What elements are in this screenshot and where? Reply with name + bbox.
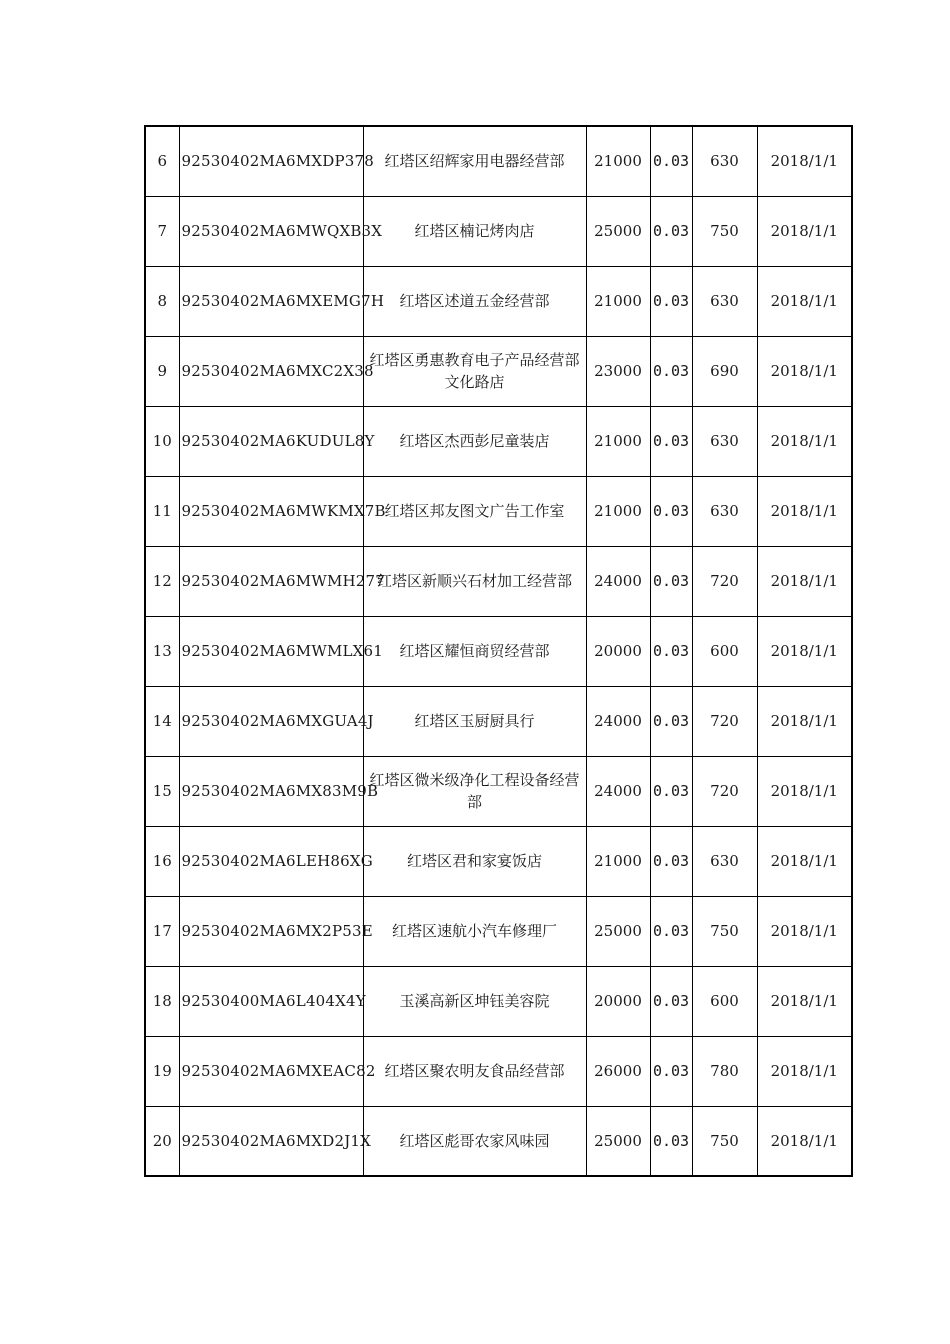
- tax-amount-cell: 630: [692, 126, 757, 196]
- date-cell: 2018/1/1: [757, 756, 852, 826]
- tax-amount-cell: 690: [692, 336, 757, 406]
- row-number-cell: 18: [145, 966, 179, 1036]
- row-number-cell: 19: [145, 1036, 179, 1106]
- row-number-cell: 15: [145, 756, 179, 826]
- tax-rate-cell: 0.03: [650, 896, 692, 966]
- business-name-cell: 红塔区新顺兴石材加工经营部: [363, 546, 586, 616]
- tax-rate-cell: 0.03: [650, 686, 692, 756]
- taxpayer-table: [144, 125, 853, 1177]
- amount-cell: 24000: [586, 546, 650, 616]
- credit-code-cell: 92530402MA6MWMLX61: [179, 616, 363, 686]
- tax-rate-cell: 0.03: [650, 406, 692, 476]
- table-row: [145, 336, 852, 406]
- tax-amount-cell: 750: [692, 1106, 757, 1176]
- business-name-cell: 红塔区述道五金经营部: [363, 266, 586, 336]
- amount-cell: 21000: [586, 826, 650, 896]
- business-name-cell: 玉溪高新区坤钰美容院: [363, 966, 586, 1036]
- tax-rate-cell: 0.03: [650, 266, 692, 336]
- tax-amount-cell: 720: [692, 686, 757, 756]
- tax-rate-cell: 0.03: [650, 1106, 692, 1176]
- row-number-cell: 20: [145, 1106, 179, 1176]
- amount-cell: 21000: [586, 476, 650, 546]
- row-number-cell: 8: [145, 266, 179, 336]
- amount-cell: 25000: [586, 1106, 650, 1176]
- business-name-cell: 红塔区绍辉家用电器经营部: [363, 126, 586, 196]
- date-cell: 2018/1/1: [757, 896, 852, 966]
- row-number-cell: 6: [145, 126, 179, 196]
- tax-amount-cell: 600: [692, 616, 757, 686]
- tax-rate-cell: 0.03: [650, 546, 692, 616]
- tax-rate-cell: 0.03: [650, 1036, 692, 1106]
- credit-code-cell: 92530402MA6MXGUA4J: [179, 686, 363, 756]
- business-name-cell: 红塔区聚农明友食品经营部: [363, 1036, 586, 1106]
- business-name-cell: 红塔区杰西彭尼童装店: [363, 406, 586, 476]
- business-name-cell: 红塔区勇惠教育电子产品经营部文化路店: [363, 336, 586, 406]
- table-row: [145, 476, 852, 546]
- row-number-cell: 7: [145, 196, 179, 266]
- business-name-cell: 红塔区微米级净化工程设备经营部: [363, 756, 586, 826]
- table-row: [145, 1036, 852, 1106]
- tax-amount-cell: 630: [692, 826, 757, 896]
- row-number-cell: 17: [145, 896, 179, 966]
- business-name-cell: 红塔区君和家宴饭店: [363, 826, 586, 896]
- business-name-cell: 红塔区邦友图文广告工作室: [363, 476, 586, 546]
- tax-rate-cell: 0.03: [650, 966, 692, 1036]
- amount-cell: 21000: [586, 266, 650, 336]
- business-name-cell: 红塔区玉厨厨具行: [363, 686, 586, 756]
- credit-code-cell: 92530402MA6MX2P53E: [179, 896, 363, 966]
- tax-rate-cell: 0.03: [650, 756, 692, 826]
- row-number-cell: 16: [145, 826, 179, 896]
- date-cell: 2018/1/1: [757, 616, 852, 686]
- credit-code-cell: 92530402MA6MWQXB3X: [179, 196, 363, 266]
- credit-code-cell: 92530402MA6MXEAC82: [179, 1036, 363, 1106]
- credit-code-cell: 92530402MA6LEH86XG: [179, 826, 363, 896]
- tax-rate-cell: 0.03: [650, 826, 692, 896]
- date-cell: 2018/1/1: [757, 126, 852, 196]
- table-row: [145, 826, 852, 896]
- table-row: [145, 546, 852, 616]
- business-name-cell: 红塔区楠记烤肉店: [363, 196, 586, 266]
- credit-code-cell: 92530402MA6KUDUL8Y: [179, 406, 363, 476]
- tax-amount-cell: 600: [692, 966, 757, 1036]
- credit-code-cell: 92530402MA6MXEMG7H: [179, 266, 363, 336]
- table-row: [145, 756, 852, 826]
- table-row: [145, 196, 852, 266]
- tax-rate-cell: 0.03: [650, 336, 692, 406]
- table-row: [145, 266, 852, 336]
- credit-code-cell: 92530402MA6MXDP378: [179, 126, 363, 196]
- table-row: [145, 616, 852, 686]
- tax-amount-cell: 780: [692, 1036, 757, 1106]
- date-cell: 2018/1/1: [757, 966, 852, 1036]
- date-cell: 2018/1/1: [757, 476, 852, 546]
- amount-cell: 24000: [586, 686, 650, 756]
- credit-code-cell: 92530402MA6MXD2J1X: [179, 1106, 363, 1176]
- tax-amount-cell: 750: [692, 896, 757, 966]
- amount-cell: 23000: [586, 336, 650, 406]
- credit-code-cell: 92530402MA6MWKMX7B: [179, 476, 363, 546]
- tax-rate-cell: 0.03: [650, 616, 692, 686]
- tax-amount-cell: 630: [692, 266, 757, 336]
- date-cell: 2018/1/1: [757, 686, 852, 756]
- date-cell: 2018/1/1: [757, 266, 852, 336]
- table-row: [145, 686, 852, 756]
- date-cell: 2018/1/1: [757, 1036, 852, 1106]
- row-number-cell: 9: [145, 336, 179, 406]
- table-row: [145, 1106, 852, 1176]
- row-number-cell: 11: [145, 476, 179, 546]
- amount-cell: 21000: [586, 406, 650, 476]
- date-cell: 2018/1/1: [757, 406, 852, 476]
- amount-cell: 26000: [586, 1036, 650, 1106]
- credit-code-cell: 92530402MA6MX83M9B: [179, 756, 363, 826]
- amount-cell: 24000: [586, 756, 650, 826]
- date-cell: 2018/1/1: [757, 1106, 852, 1176]
- table-row: [145, 966, 852, 1036]
- tax-amount-cell: 630: [692, 406, 757, 476]
- row-number-cell: 12: [145, 546, 179, 616]
- amount-cell: 20000: [586, 966, 650, 1036]
- business-name-cell: 红塔区耀恒商贸经营部: [363, 616, 586, 686]
- table-row: [145, 406, 852, 476]
- date-cell: 2018/1/1: [757, 336, 852, 406]
- date-cell: 2018/1/1: [757, 826, 852, 896]
- date-cell: 2018/1/1: [757, 196, 852, 266]
- amount-cell: 21000: [586, 126, 650, 196]
- amount-cell: 20000: [586, 616, 650, 686]
- amount-cell: 25000: [586, 196, 650, 266]
- amount-cell: 25000: [586, 896, 650, 966]
- table-row: [145, 126, 852, 196]
- credit-code-cell: 92530402MA6MWMH277: [179, 546, 363, 616]
- tax-rate-cell: 0.03: [650, 476, 692, 546]
- business-name-cell: 红塔区速航小汽车修理厂: [363, 896, 586, 966]
- credit-code-cell: 92530400MA6L404X4Y: [179, 966, 363, 1036]
- date-cell: 2018/1/1: [757, 546, 852, 616]
- tax-amount-cell: 720: [692, 546, 757, 616]
- tax-amount-cell: 630: [692, 476, 757, 546]
- row-number-cell: 14: [145, 686, 179, 756]
- business-name-cell: 红塔区彪哥农家风味园: [363, 1106, 586, 1176]
- table-body: [145, 126, 852, 1176]
- row-number-cell: 10: [145, 406, 179, 476]
- tax-rate-cell: 0.03: [650, 126, 692, 196]
- tax-amount-cell: 750: [692, 196, 757, 266]
- tax-rate-cell: 0.03: [650, 196, 692, 266]
- row-number-cell: 13: [145, 616, 179, 686]
- tax-amount-cell: 720: [692, 756, 757, 826]
- table-row: [145, 896, 852, 966]
- credit-code-cell: 92530402MA6MXC2X38: [179, 336, 363, 406]
